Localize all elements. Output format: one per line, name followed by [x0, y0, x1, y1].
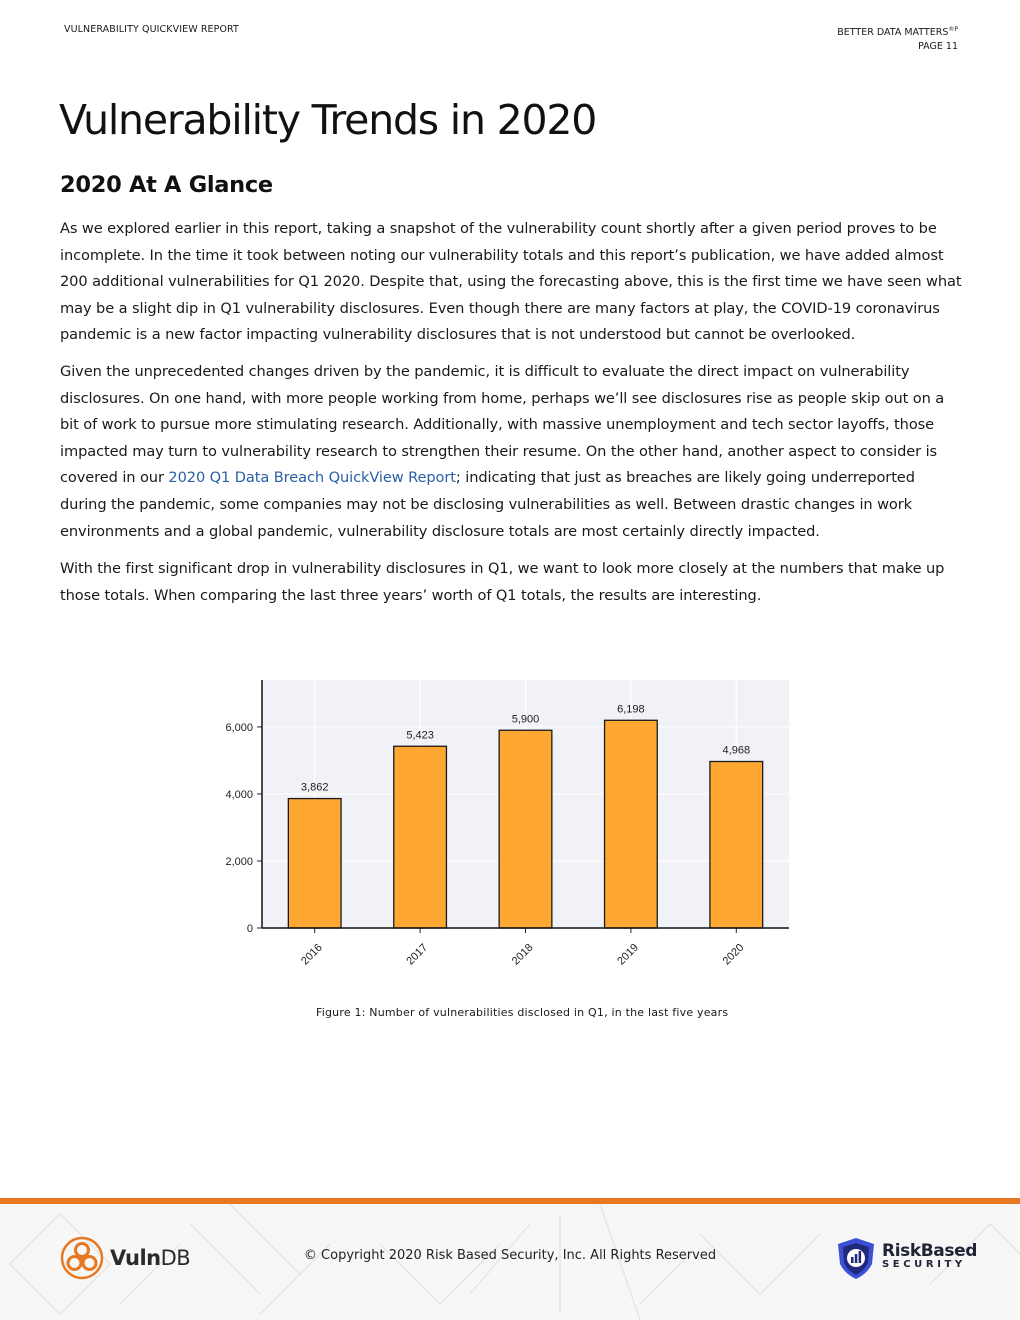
bar-chart [200, 660, 820, 990]
y-tick-label: 2,000 [225, 855, 253, 868]
header-right [837, 23, 958, 54]
value-label-2018: 5,900 [511, 713, 540, 726]
rbs-wordmark-line2: SECURITY [882, 1259, 966, 1270]
paragraph-2: Given the unprecedented changes driven by the pandemic, it is difficult to evaluate the direct impact on vulnerability disclosures. On one hand, with more people working from home, perhaps we’ll see disclosures rise as people skip out on a bit of work to pursue more stimulating research. Additionally, with massive unemployment and tech sector layoffs, those impacted may turn to vulnerability research to strengthen their resume. On the other hand, another aspect to consider is covered in our 2020 Q1 Data Breach QuickView Report; indicating that just as breaches are likely going underreported during the pandemic, some companies may not be disclosing vulnerabilities as well. Between drastic changes in work environments and a global pandemic, vulnerability disclosure totals are most certainly directly impacted. [60, 363, 945, 540]
bar-2020 [710, 762, 763, 928]
paragraph-3: With the first significant drop in vulnerability disclosures in Q1, we want to look more closely at the numbers that make up those totals. When comparing the last three years’ worth of Q1 totals, the results are interesting. [60, 560, 945, 604]
y-tick-label: 4,000 [225, 788, 253, 801]
figure-caption: Figure 1: Number of vulnerabilities disclosed in Q1, in the last five years [316, 1006, 729, 1019]
x-tick-label-2018: 2018 [509, 941, 536, 968]
riskbased-security-logo [834, 1236, 977, 1280]
paragraph-1: As we explored earlier in this report, taking a snapshot of the vulnerability count shortly after a given period proves to be incomplete. In the time it took between noting our vulnerability totals and this report’s publication, we have added almost 200 additional vulnerabilities for Q1 2020. Despite that, using the forecasting above, this is the first time we have seen what may be a slight dip in Q1 vulnerability disclosures. Even though there are many factors at play, the COVID-19 coronavirus pandemic is a new factor impacting vulnerability disclosures that is not understood but cannot be overlooked. [60, 220, 962, 344]
bar-2019 [605, 720, 658, 928]
vulndb-wordmark: VulnDB [110, 1246, 191, 1270]
bar-2017 [394, 746, 447, 928]
x-tick-label-2020: 2020 [720, 941, 747, 968]
bar-2016 [288, 799, 341, 928]
y-tick-label: 0 [246, 923, 253, 935]
header-tagline: BETTER DATA $MATTERS^{®P}$ [837, 26, 958, 39]
header-report-title: VULNERABILITY QUICKVIEW REPORT [64, 24, 239, 35]
rbs-wordmark-line1: RiskBased [882, 1241, 977, 1261]
x-tick-label-2017: 2017 [404, 941, 431, 968]
data-breach-report-link[interactable]: 2020 Q1 Data Breach QuickView Report [168, 469, 456, 487]
x-tick-label-2016: 2016 [299, 941, 325, 968]
x-tick-label-2019: 2019 [615, 941, 642, 968]
value-label-2017: 5,423 [406, 729, 434, 742]
value-label-2016: 3,862 [300, 781, 329, 794]
page-number: PAGE 11 [918, 41, 958, 53]
value-label-2020: 4,968 [722, 744, 751, 757]
shield-icon [834, 1236, 878, 1280]
bar-2018 [499, 730, 552, 928]
value-label-2019: 6,198 [617, 703, 645, 716]
page-title: Vulnerability Trends in 2020 [59, 96, 597, 144]
section-heading: 2020 At A Glance [60, 172, 273, 198]
copyright-text: © Copyright 2020 Risk Based Security, Inc. All Rights Reserved [303, 1248, 717, 1263]
y-tick-label: 6,000 [225, 721, 253, 734]
registered-mark: ®P [948, 26, 958, 33]
